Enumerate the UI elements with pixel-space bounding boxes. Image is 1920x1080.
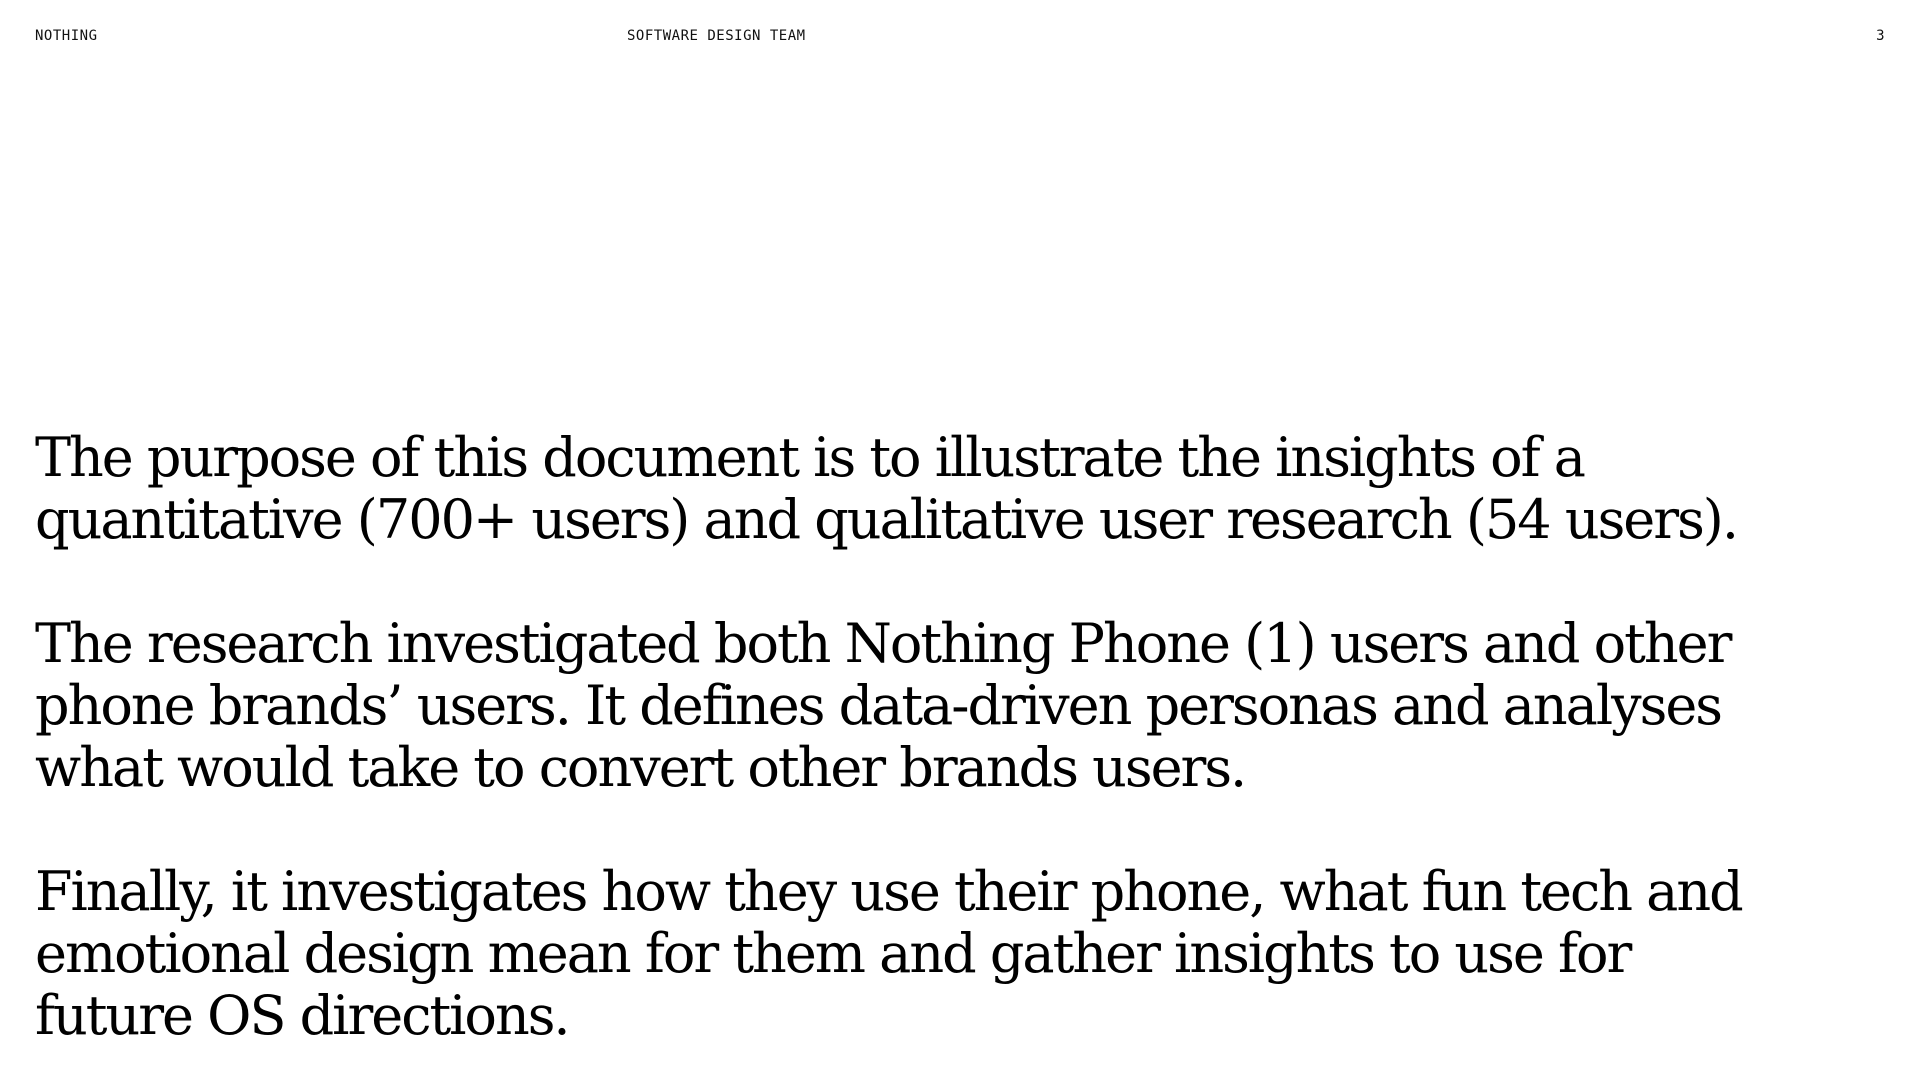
page-number: 3 [1876, 28, 1885, 44]
paragraph-research: The research investigated both Nothing Phone (1) users and other phone brands’ users. It defines data-driven personas and analyses what would take to convert other brands users. [35, 612, 1731, 799]
team-label: SOFTWARE DESIGN TEAM [627, 28, 806, 44]
paragraph-purpose: The purpose of this document is to illustrate the insights of a quantitative (700+ users) and qualitative user research (54 users). [35, 426, 1738, 551]
page-header [0, 28, 1920, 48]
paragraph-conclusion: Finally, it investigates how they use their phone, what fun tech and emotional design mean for them and gather insights to use for future OS directions. [35, 860, 1742, 1047]
brand-label: NOTHING [35, 28, 98, 44]
body-text [35, 427, 1755, 1047]
